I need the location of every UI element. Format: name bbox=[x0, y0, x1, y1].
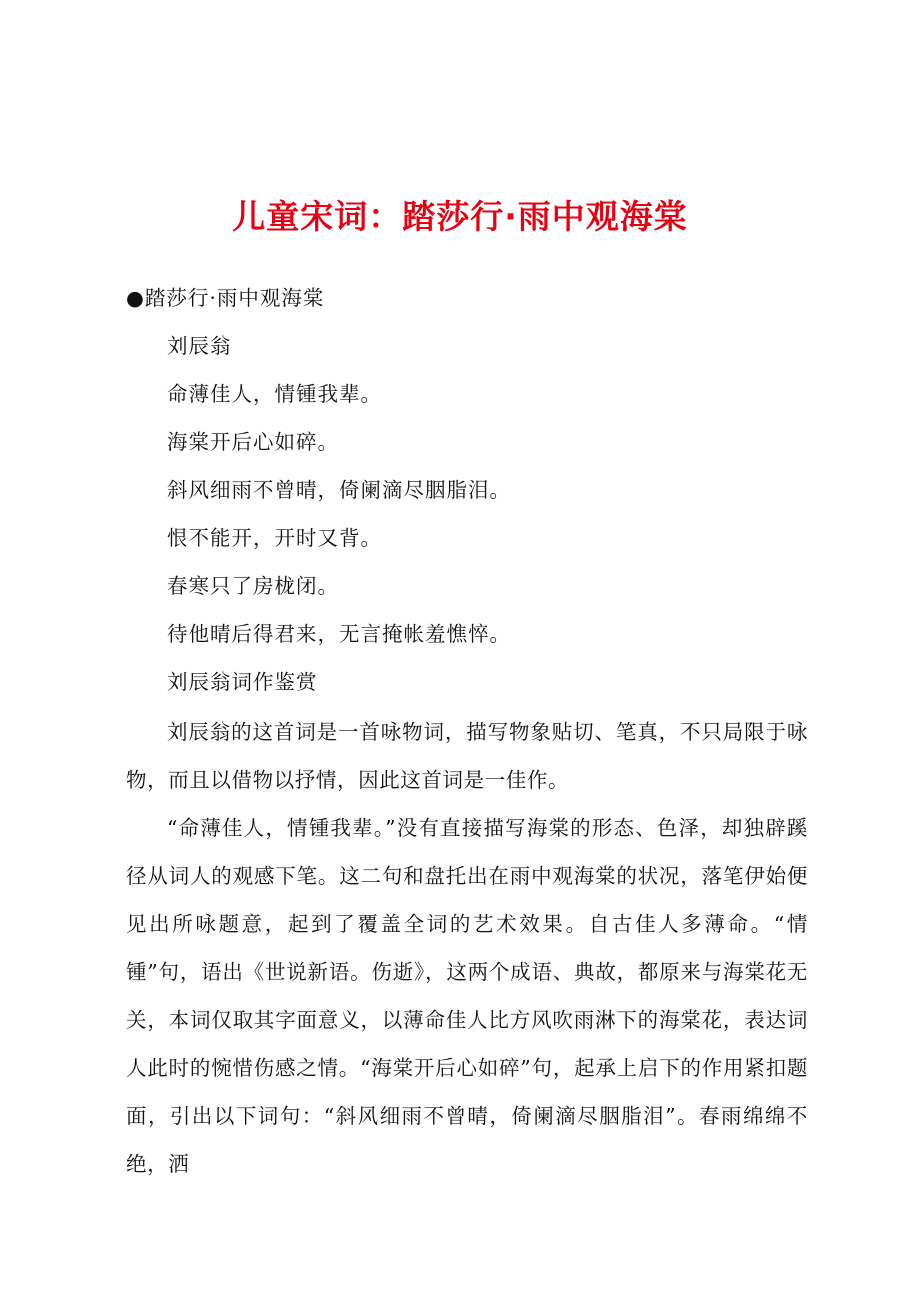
poem-line: 斜风细雨不曾晴，倚阑滴尽胭脂泪。 bbox=[167, 478, 511, 502]
body-paragraph: “命薄佳人，情锺我辈。”没有直接描写海棠的形态、色泽，却独辟蹊径从词人的观感下笔。这二句和盘托出在雨中观海棠的状况，落笔伊始便见出所咏题意，起到了覆盖全词的艺术效果。自古佳人多薄命。“情锺”句，语出《世说新语。伤逝》，这两个成语、典故，都原来与海棠花无关，本词仅取其字面意义，以薄命佳人比方风吹雨淋下的海棠花，表达词人此时的惋惜伤感之情。“海棠开后心如碎”句，起承上启下的作用紧扣题面，引出以下词句：“斜风细雨不曾晴，倚阑滴尽胭脂泪”。春雨绵绵不绝，洒 bbox=[126, 816, 808, 1176]
poem-line: 春寒只了房栊闭。 bbox=[167, 574, 339, 598]
poem-heading: ●踏莎行·雨中观海棠 bbox=[126, 286, 325, 310]
poem-line: 海棠开后心如碎。 bbox=[167, 430, 339, 454]
document-title: 儿童宋词：踏莎行·雨中观海棠 bbox=[232, 197, 688, 236]
poem-line: 待他晴后得君来，无言掩帐羞憔悴。 bbox=[167, 622, 511, 646]
poem-line: 命薄佳人，情锺我辈。 bbox=[167, 382, 382, 406]
section-title: 刘辰翁词作鉴赏 bbox=[167, 670, 318, 694]
poem-author: 刘辰翁 bbox=[167, 334, 232, 358]
body-paragraph: 刘辰翁的这首词是一首咏物词，描写物象贴切、笔真，不只局限于咏物，而且以借物以抒情，因此这首词是一佳作。 bbox=[126, 720, 808, 792]
poem-line: 恨不能开，开时又背。 bbox=[167, 526, 382, 550]
